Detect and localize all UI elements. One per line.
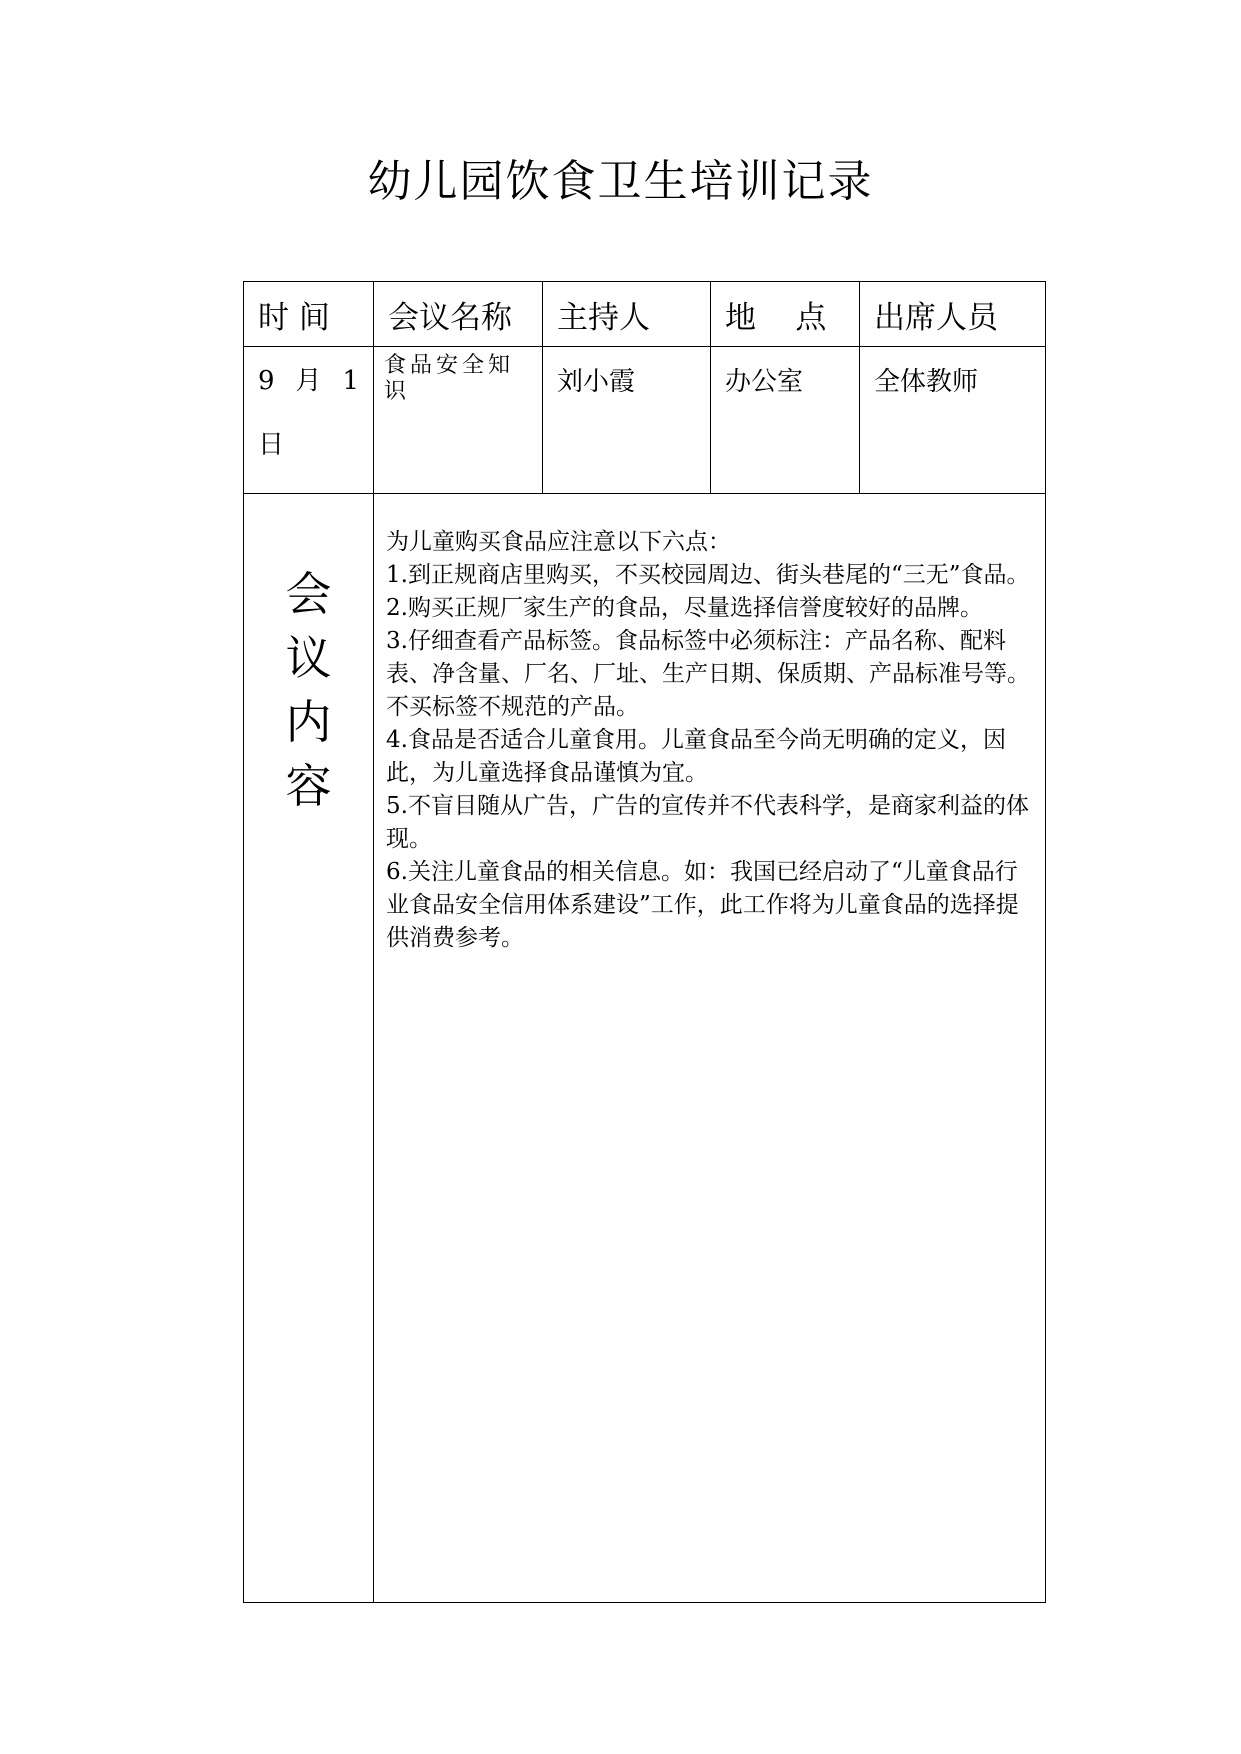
date-line bbox=[258, 349, 359, 413]
date-day-number: 9 bbox=[258, 366, 275, 396]
content-point-1: 1.到正规商店里购买，不买校园周边、街头巷尾的“三无”食品。 bbox=[386, 562, 1030, 588]
date-month-char: 月 bbox=[295, 366, 322, 396]
meeting-name-value: 食品安全知识 bbox=[374, 347, 543, 494]
content-label-char: 议 bbox=[285, 631, 332, 685]
content-point-3: 3.仔细查看产品标签。食品标签中必须标注：产品名称、配料表、净含量、厂名、厂址、生产日期、保质期、产品标准号等。不买标签不规范的产品。 bbox=[386, 628, 1030, 720]
record-row bbox=[244, 347, 1046, 494]
content-label-cell bbox=[244, 494, 374, 1603]
content-point-6: 6.关注儿童食品的相关信息。如：我国已经启动了“儿童食品行业食品安全信用体系建设”工作，此工作将为儿童食品的选择提供消费参考。 bbox=[386, 859, 1019, 951]
content-point-4: 4.食品是否适合儿童食用。儿童食品至今尚无明确的定义，因此，为儿童选择食品谨慎为宜。 bbox=[386, 727, 1006, 786]
date-cell bbox=[244, 347, 374, 494]
header-meeting-name: 会议名称 bbox=[374, 282, 543, 347]
content-intro: 为儿童购买食品应注意以下六点： bbox=[386, 529, 731, 555]
content-label-char: 会 bbox=[285, 567, 332, 621]
header-attendees: 出席人员 bbox=[860, 282, 1046, 347]
page-title: 幼儿园饮食卫生培训记录 bbox=[367, 156, 874, 207]
attendees-value: 全体教师 bbox=[860, 347, 1046, 494]
content-point-5: 5.不盲目随从广告，广告的宣传并不代表科学，是商家利益的体现。 bbox=[386, 793, 1029, 852]
date-day-digit: 1 bbox=[342, 366, 359, 396]
header-row bbox=[244, 282, 1046, 347]
content-label bbox=[244, 494, 373, 818]
content-label-char: 容 bbox=[285, 759, 332, 813]
training-record-table bbox=[243, 281, 1046, 1603]
content-label-char: 内 bbox=[285, 695, 332, 749]
content-row bbox=[244, 494, 1046, 1603]
content-body bbox=[374, 494, 1046, 1603]
date-suffix: 日 bbox=[258, 430, 285, 460]
host-value: 刘小霞 bbox=[543, 347, 711, 494]
header-location: 地 点 bbox=[711, 282, 860, 347]
header-host: 主持人 bbox=[543, 282, 711, 347]
content-point-2: 2.购买正规厂家生产的食品，尽量选择信誉度较好的品牌。 bbox=[386, 595, 983, 621]
header-time: 时 间 bbox=[244, 282, 374, 347]
location-value: 办公室 bbox=[711, 347, 860, 494]
